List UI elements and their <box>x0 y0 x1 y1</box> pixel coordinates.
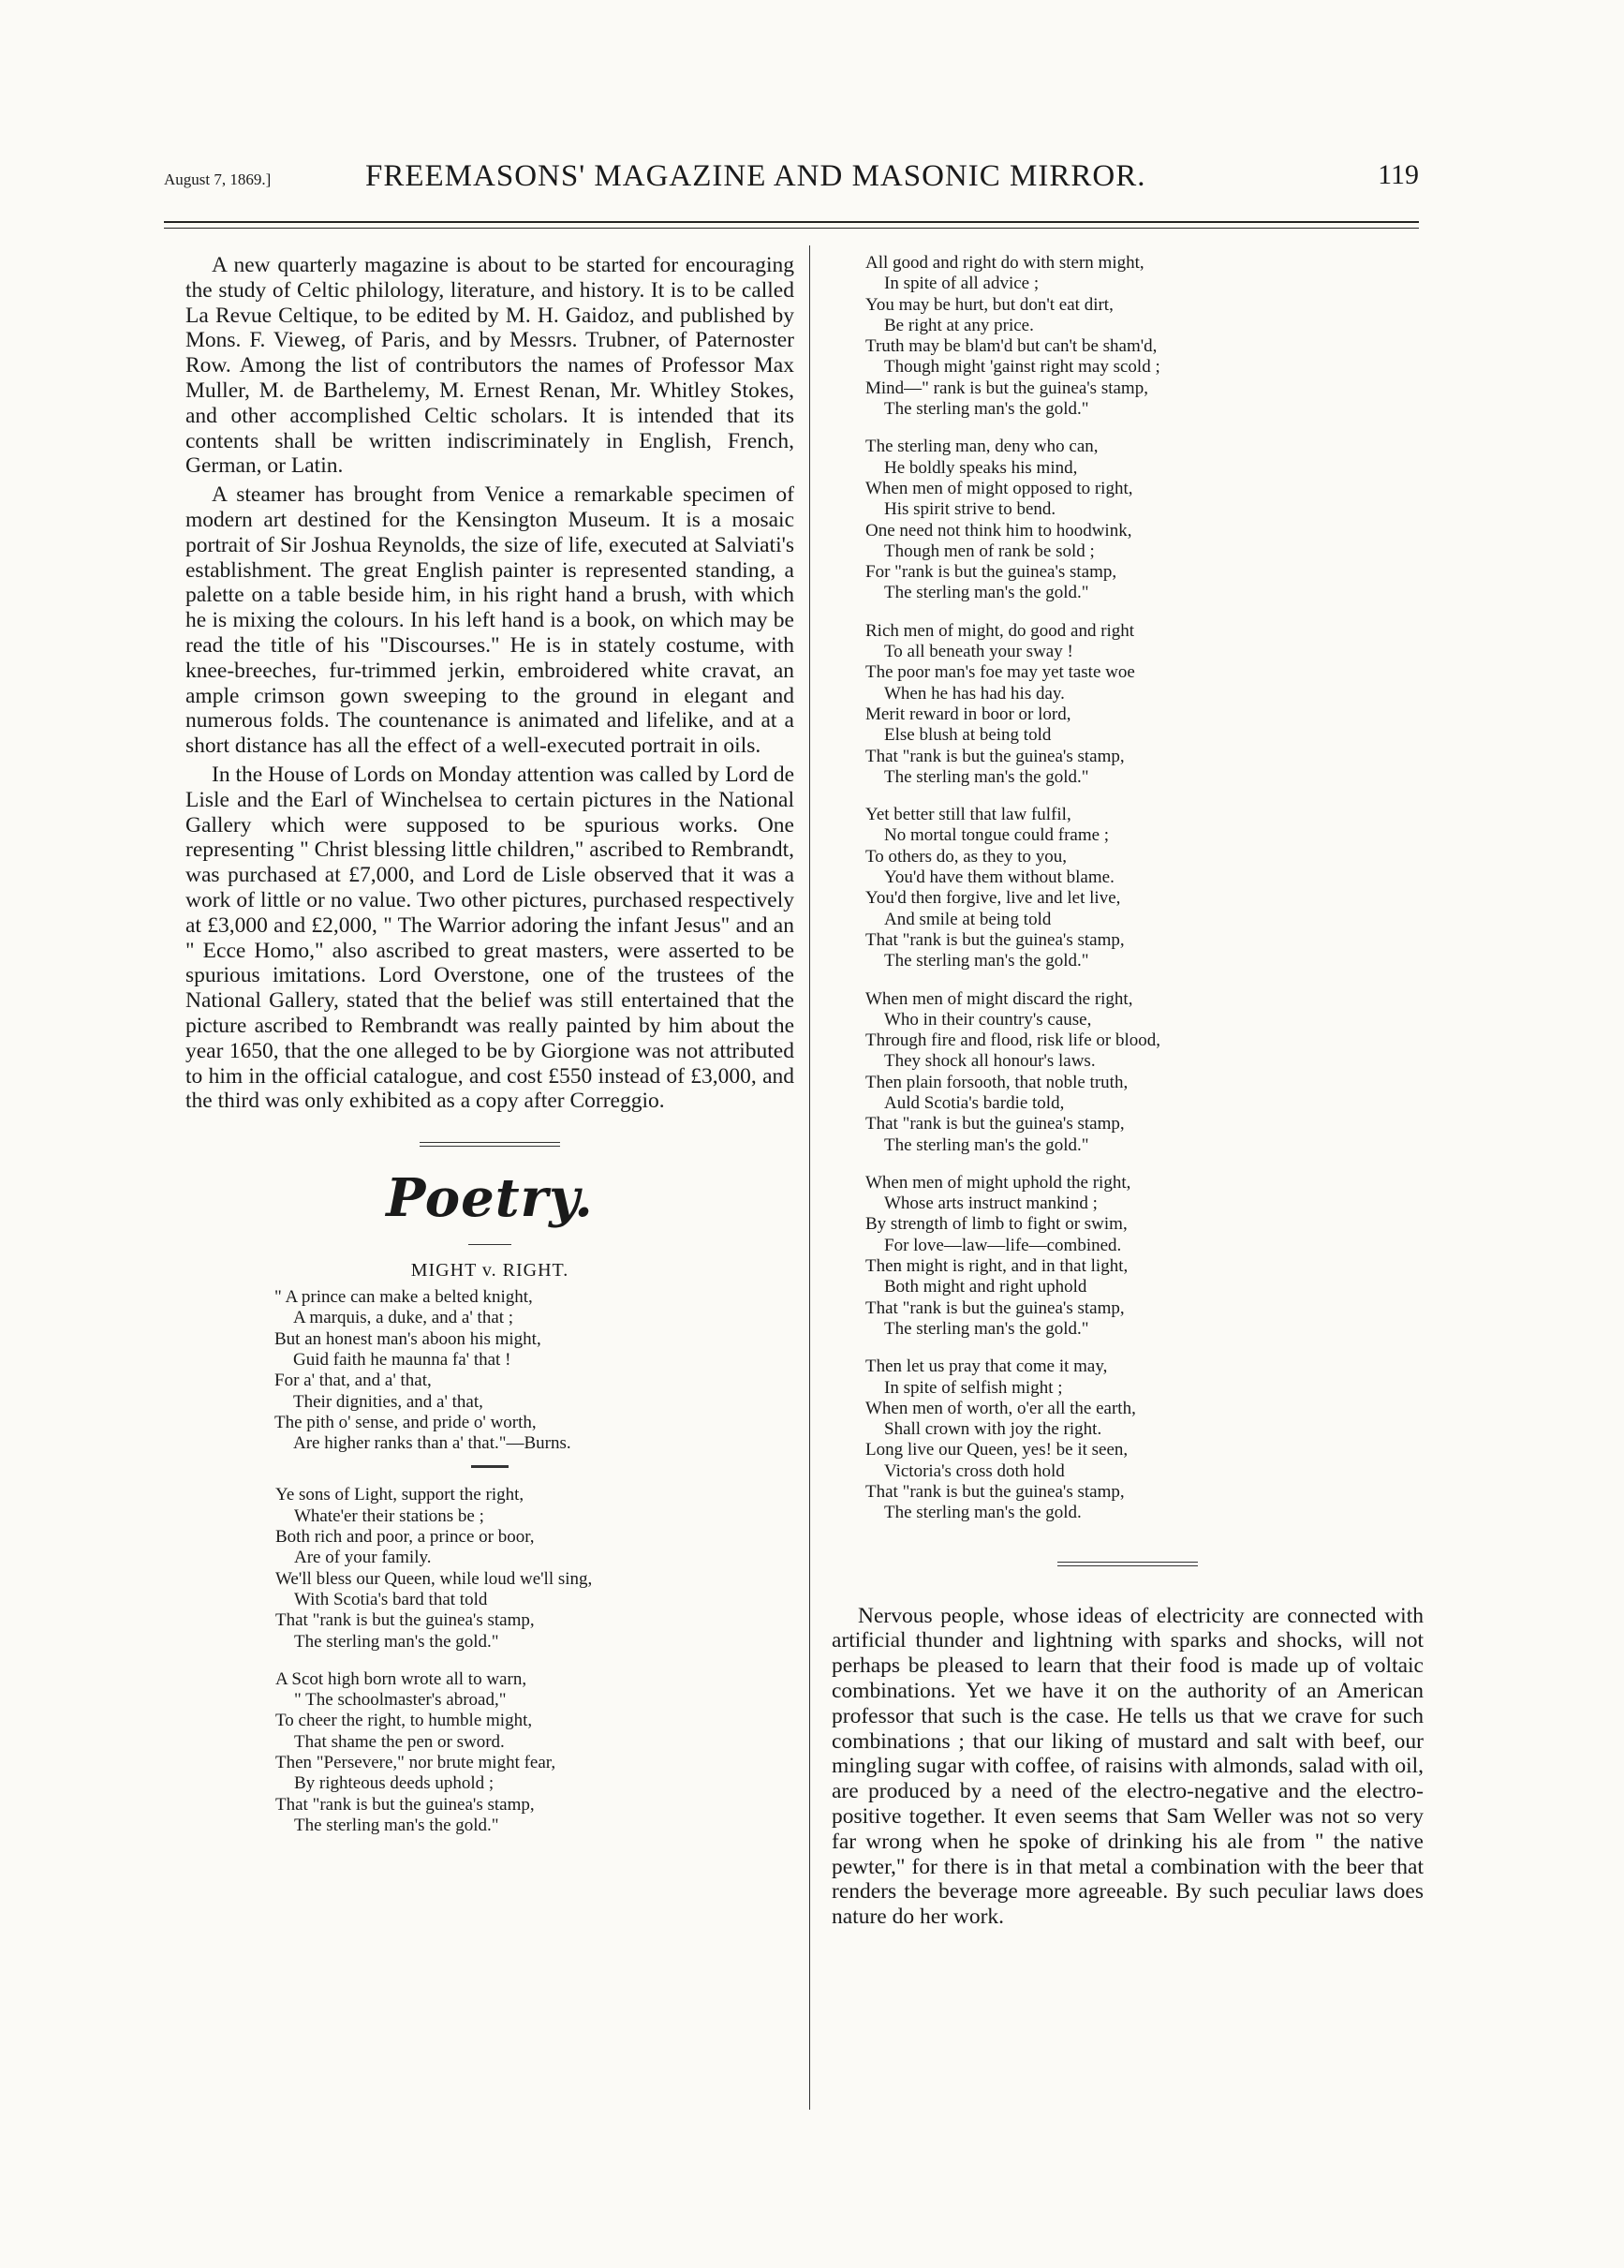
header-rule-bottom <box>164 228 1419 229</box>
epigraph-line: A marquis, a duke, and a' that ; <box>293 1308 514 1328</box>
column-divider <box>809 245 810 2110</box>
verse-line: They shock all honour's laws. <box>884 1051 1096 1072</box>
verse-line: When men of worth, o'er all the earth, <box>865 1398 1136 1418</box>
verse-line: By righteous deeds uphold ; <box>294 1773 495 1794</box>
article-electricity-food: Nervous people, whose ideas of electricity are connected with artificial thunder and lightning with sparks and shocks, will not perhaps be pleased to learn that their food is made up of voltaic combinations. Yet we have it on the authority of an American professor that such is the case. He tells us that we crave for such combinations ; that our liking of mustard and salt with beef, our mingling sugar with coffee, of raisins with almonds, salad with oil, are produced by a need of the electro-negative and the electro-positive together. It even seems that Sam Weller was not so very far wrong when he spoke of drinking his ale from " the native pewter," for there is in that metal a combination with the beer that renders the beverage more agreeable. By such peculiar laws does nature do her work. <box>832 1603 1424 1930</box>
verse-line: Victoria's cross doth hold <box>884 1460 1065 1481</box>
poem-stanza <box>275 1485 794 1652</box>
verse-line: To cheer the right, to humble might, <box>275 1711 533 1731</box>
verse-line: He boldly speaks his mind, <box>884 457 1078 478</box>
epigraph-line: For a' that, and a' that, <box>274 1371 432 1391</box>
stanza-separator <box>471 1465 509 1468</box>
publication-title: FREEMASONS' MAGAZINE AND MASONIC MIRROR. <box>365 159 1146 193</box>
verse-line: Mind—" rank is but the guinea's stamp, <box>865 378 1148 398</box>
article-celtic-magazine: A new quarterly magazine is about to be started for encouraging the study of Celtic philology, literature, and history. It is to be called La Revue Celtique, to be edited by M. H. Gaidoz, and published by Mons. F. Vieweg, of Paris, and by Messrs. Trubner, of Paternoster Row. Among the list of contributors the names of Professor Max Muller, M. de Barthelemy, M. Ernest Renan, Mr. Whitley Stokes, and other accomplished Celtic scholars. It is intended that its contents shall be written indiscriminately in English, French, German, or Latin. <box>185 253 794 479</box>
verse-line: Yet better still that law fulfil, <box>865 805 1071 825</box>
poem-stanza <box>865 1356 1424 1523</box>
verse-line: Rich men of might, do good and right <box>865 620 1135 641</box>
poem-stanza <box>865 253 1424 420</box>
verse-line: " The schoolmaster's abroad," <box>294 1690 507 1711</box>
section-separator <box>420 1142 560 1147</box>
epigraph-line: But an honest man's aboon his might, <box>274 1328 541 1349</box>
page-number: 119 <box>1378 159 1419 190</box>
verse-line: The sterling man's the gold." <box>884 1134 1089 1155</box>
verse-line: No mortal tongue could frame ; <box>884 825 1110 846</box>
verse-line: And smile at being told <box>884 909 1052 929</box>
article-national-gallery: In the House of Lords on Monday attention was called by Lord de Lisle and the Earl of Winchelsea to certain pictures in the National Gallery which were supposed to be spurious works. One representing " Christ blessing little children," ascribed to Rembrandt, was purchased at £7,000, and Lord de Lisle observed that it was a work of little or no value. Two other pictures, purchased respectively at £3,000 and £2,000, " The Warrior adoring the infant Jesus" and an " Ecce Homo," also ascribed to great masters, were asserted to be spurious imitations. Lord Overstone, one of the trustees of the National Gallery, stated that the belief was still entertained that the picture ascribed to Rembrandt was really painted by him about the year 1650, that the one alleged to be by Giorgione was not attributed to him in the official catalogue, and cost £550 instead of £3,000, and the third was only exhibited as a copy after Correggio. <box>185 762 794 1114</box>
epigraph-line: " A prince can make a belted knight, <box>274 1287 533 1308</box>
issue-date: August 7, 1869.] <box>164 170 272 188</box>
verse-line: Then "Persevere," nor brute might fear, <box>275 1753 556 1773</box>
verse-line: That "rank is but the guinea's stamp, <box>275 1610 535 1631</box>
verse-line: Shall crown with joy the right. <box>884 1419 1102 1440</box>
verse-line: In spite of selfish might ; <box>884 1377 1063 1398</box>
verse-line: Be right at any price. <box>884 315 1034 335</box>
right-column <box>832 253 1424 1934</box>
poem-stanza <box>865 989 1424 1156</box>
verse-line: We'll bless our Queen, while loud we'll sing, <box>275 1568 593 1589</box>
verse-line: That "rank is but the guinea's stamp, <box>865 1114 1125 1134</box>
poem-title: MIGHT v. RIGHT. <box>410 1260 569 1282</box>
verse-line: Though might 'gainst right may scold ; <box>884 357 1160 378</box>
verse-line: Then let us pray that come it may, <box>865 1356 1108 1377</box>
verse-line: Then plain forsooth, that noble truth, <box>865 1072 1129 1092</box>
verse-line: Are of your family. <box>294 1548 432 1568</box>
verse-line: His spirit strive to bend. <box>884 499 1056 520</box>
verse-line: Else blush at being told <box>884 725 1052 746</box>
poem-stanza <box>865 805 1424 971</box>
epigraph-line: Are higher ranks than a' that."—Burns. <box>293 1433 571 1454</box>
verse-line: That "rank is but the guinea's stamp, <box>865 1482 1125 1503</box>
verse-line: All good and right do with stern might, <box>865 253 1144 273</box>
verse-line: Ye sons of Light, support the right, <box>275 1485 524 1505</box>
verse-line: Both might and right uphold <box>884 1277 1087 1297</box>
poem-stanza <box>865 1173 1424 1340</box>
verse-line: Both rich and poor, a prince or boor, <box>275 1527 535 1548</box>
verse-line: The sterling man's the gold." <box>884 951 1089 971</box>
verse-line: The sterling man's the gold." <box>294 1815 499 1835</box>
verse-line: You'd then forgive, live and let live, <box>865 888 1121 909</box>
epigraph-line: Their dignities, and a' that, <box>293 1391 483 1412</box>
verse-line: Whose arts instruct mankind ; <box>884 1193 1098 1214</box>
verse-line: Truth may be blam'd but can't be sham'd, <box>865 336 1158 357</box>
verse-line: The sterling man, deny who can, <box>865 437 1099 457</box>
verse-line: To others do, as they to you, <box>865 846 1068 867</box>
verse-line: The poor man's foe may yet taste woe <box>865 662 1135 683</box>
verse-line: You may be hurt, but don't eat dirt, <box>865 294 1114 315</box>
page-header <box>164 159 1419 197</box>
verse-line: When men of might discard the right, <box>865 988 1133 1009</box>
verse-line: When men of might opposed to right, <box>865 478 1133 498</box>
verse-line: Who in their country's cause, <box>884 1009 1092 1030</box>
verse-line: The sterling man's the gold." <box>884 399 1089 420</box>
verse-line: The sterling man's the gold." <box>294 1631 499 1652</box>
verse-line: The sterling man's the gold. <box>884 1503 1082 1523</box>
verse-line: Auld Scotia's bardie told, <box>884 1092 1065 1113</box>
verse-line: To all beneath your sway ! <box>884 642 1073 662</box>
left-column <box>185 253 794 1853</box>
verse-line: The sterling man's the gold." <box>884 766 1089 787</box>
verse-line: That "rank is but the guinea's stamp, <box>275 1794 535 1815</box>
verse-line: That "rank is but the guinea's stamp, <box>865 746 1125 766</box>
verse-line: Though men of rank be sold ; <box>884 541 1095 561</box>
article-mosaic-portrait: A steamer has brought from Venice a remarkable specimen of modern art destined for the Kensington Museum. It is a mosaic portrait of Sir Joshua Reynolds, the size of life, executed at Salviati's establishment. The great English painter is represented standing, a palette on a table beside him, in his right hand a brush, with which he is mixing the colours. In his left hand is a book, on which may be read the title of his "Discourses." He is in stately costume, with knee-breeches, fur-trimmed jerkin, embroidered white cravat, an ample crimson gown sweeping to the ground in elegant and numerous folds. The countenance is animated and lifelike, and at a short distance has all the effect of a well-executed portrait in oils. <box>185 482 794 759</box>
verse-line: One need not think him to hoodwink, <box>865 520 1132 541</box>
verse-line: That shame the pen or sword. <box>294 1731 505 1752</box>
poem-stanza <box>275 1669 794 1836</box>
verse-line: By strength of limb to fight or swim, <box>865 1214 1128 1235</box>
verse-line: Whate'er their stations be ; <box>294 1505 484 1526</box>
epigraph-line: The pith o' sense, and pride o' worth, <box>274 1412 537 1432</box>
verse-line: Long live our Queen, yes! be it seen, <box>865 1440 1129 1460</box>
verse-line: In spite of all advice ; <box>884 274 1040 294</box>
poem-stanza <box>865 437 1424 603</box>
verse-line: That "rank is but the guinea's stamp, <box>865 929 1125 950</box>
poem-epigraph <box>274 1287 794 1454</box>
verse-line: A Scot high born wrote all to warn, <box>275 1668 527 1689</box>
verse-line: That "rank is but the guinea's stamp, <box>865 1297 1125 1318</box>
poetry-heading: Poetry. <box>386 1167 594 1230</box>
verse-line: Then might is right, and in that light, <box>865 1256 1129 1277</box>
poetry-rule <box>468 1244 511 1245</box>
verse-line: For love—law—life—combined. <box>884 1235 1122 1255</box>
epigraph-line: Guid faith he maunna fa' that ! <box>293 1349 511 1370</box>
verse-line: When men of might uphold the right, <box>865 1172 1131 1193</box>
verse-line: Merit reward in boor or lord, <box>865 704 1071 724</box>
verse-line: The sterling man's the gold." <box>884 583 1089 603</box>
header-rule-top <box>164 221 1419 223</box>
verse-line: With Scotia's bard that told <box>294 1589 488 1609</box>
verse-line: The sterling man's the gold." <box>884 1318 1089 1339</box>
verse-line: For "rank is but the guinea's stamp, <box>865 562 1117 583</box>
verse-line: You'd have them without blame. <box>884 867 1115 888</box>
poem-stanza <box>865 621 1424 788</box>
verse-line: When he has had his day. <box>884 683 1065 704</box>
verse-line: Through fire and flood, risk life or blood, <box>865 1030 1161 1051</box>
